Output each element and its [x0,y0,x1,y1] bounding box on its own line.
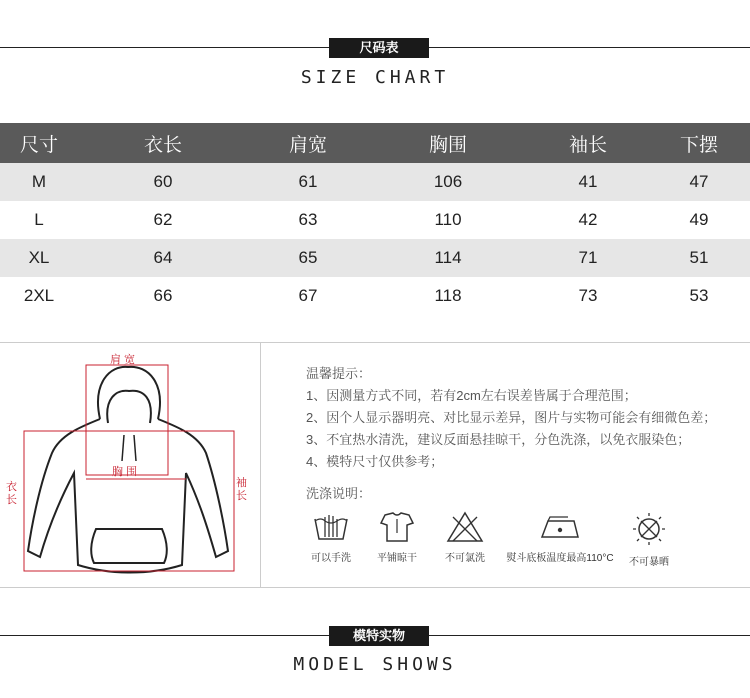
no-sun-icon [627,511,671,547]
tip-item: 3、不宜热水清洗，建议反面悬挂晾干，分色洗涤，以免衣服染色； [306,432,691,447]
size-section-subtitle: SIZE CHART [300,67,450,88]
table-cell: M [31,172,47,191]
no-bleach-icon [445,511,485,543]
model-section-subtitle: MODEL SHOWS [293,654,457,675]
table-cell: 53 [689,286,709,305]
iron-icon [538,511,582,543]
table-header-cell: 下摆 [679,134,718,156]
box-divider [260,343,261,587]
care-label: 平铺晾干 [377,553,417,564]
chest-label: 胸 围 [112,466,138,478]
care-title: 洗涤说明： [306,486,372,501]
size-table [0,123,750,315]
table-cell: 2XL [23,286,55,305]
table-cell: 60 [153,172,173,191]
care-item [306,511,356,564]
table-row [0,239,750,277]
care-label: 熨斗底板温度最高110°C [506,553,614,564]
table-header-row [0,123,750,163]
table-cell: L [34,210,44,229]
table-row [0,277,750,315]
table-cell: 110 [434,210,462,229]
table-cell: XL [28,248,50,267]
dry-flat-icon [377,511,417,543]
table-cell: 51 [689,248,709,267]
hand-wash-icon [311,511,351,543]
table-cell: 61 [298,172,318,191]
table-cell: 41 [578,172,598,191]
table-cell: 63 [298,210,318,229]
tip-item: 1、因测量方式不同，若有2cm左右误差皆属于合理范围； [306,388,637,403]
table-header-cell: 胸围 [428,134,467,156]
tips-title: 温馨提示： [306,366,372,381]
table-cell: 114 [434,248,462,267]
table-cell: 118 [434,286,462,305]
table-header-cell: 衣长 [143,134,182,156]
table-cell: 73 [578,286,598,305]
sleeve-label: 袖 长 [236,477,247,502]
care-label: 可以手洗 [311,553,351,564]
length-label: 衣 长 [6,481,17,506]
table-cell: 62 [153,210,173,229]
care-label: 不可暴晒 [629,557,669,568]
table-cell: 64 [153,248,173,267]
table-cell: 49 [689,210,709,229]
shoulder-label: 肩 宽 [110,354,136,366]
table-row [0,201,750,239]
care-info-box [0,342,750,588]
tip-item: 2、因个人显示器明亮、对比显示差异，图片与实物可能会有细微色差； [306,410,717,425]
tips-block [306,363,716,473]
hoodie-diagram [0,343,260,587]
care-item [440,511,490,564]
care-item [498,511,622,564]
table-header-cell: 肩宽 [288,134,327,156]
care-label: 不可氯洗 [445,553,485,564]
table-cell: 47 [689,172,709,191]
care-item [624,511,674,568]
tip-item: 4、模特尺寸仅供参考； [306,454,444,469]
table-cell: 67 [298,286,318,305]
model-section-tag: 模特实物 [329,626,429,646]
table-cell: 71 [578,248,598,267]
table-cell: 65 [298,248,318,267]
size-section-tag: 尺码表 [329,38,429,58]
table-cell: 42 [578,210,598,229]
table-cell: 66 [153,286,173,305]
table-row [0,163,750,201]
table-cell: 106 [433,172,463,191]
table-header-cell: 袖长 [568,134,607,156]
care-item [372,511,422,564]
table-header-cell: 尺寸 [19,134,58,156]
